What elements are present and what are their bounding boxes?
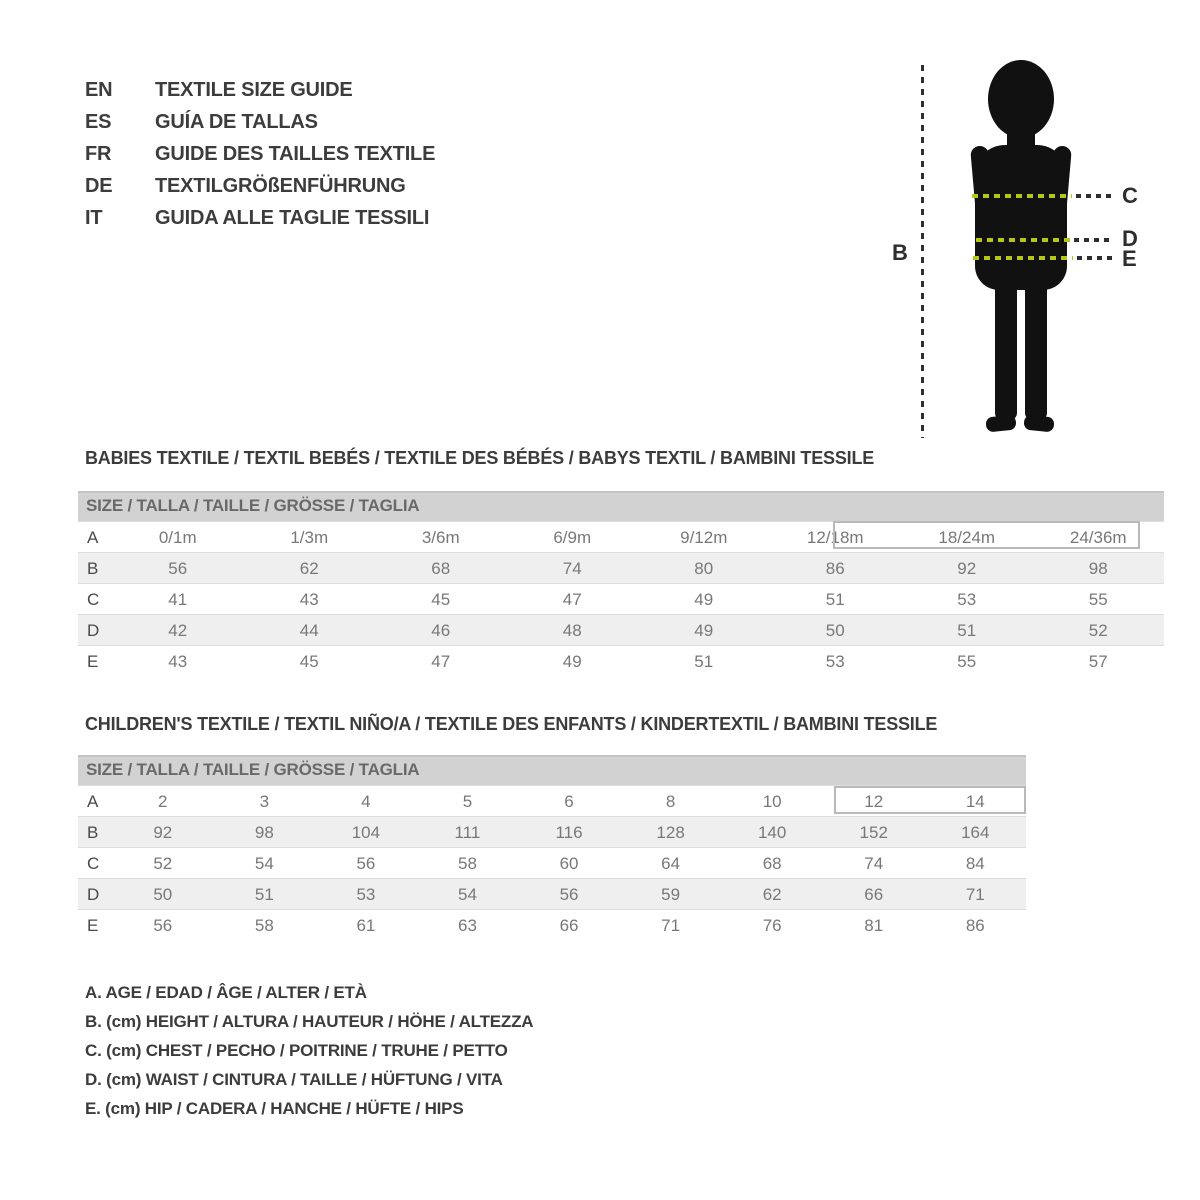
size-value-cell: 50: [825, 621, 845, 640]
lang-row-fr: [85, 144, 435, 165]
size-value-cell: 111: [454, 823, 481, 842]
size-table-row-b: [78, 552, 1164, 583]
lang-code: FR: [85, 143, 112, 165]
size-value-cell: 54: [254, 854, 274, 873]
guide-title-it: GUIDA ALLE TAGLIE TESSILI: [155, 207, 430, 229]
size-table-row-e: [78, 645, 1164, 676]
size-value-cell: 71: [661, 916, 681, 935]
babies-section-title: BABIES TEXTILE / TEXTIL BEBÉS / TEXTILE DES BÉBÉS / BABYS TEXTIL / BAMBINI TESSILE: [85, 448, 875, 468]
size-value-cell: 86: [825, 559, 845, 578]
height-dashed-line: [921, 65, 924, 438]
size-value-cell: 1/3m: [290, 528, 329, 547]
size-value-cell: 68: [762, 854, 782, 873]
size-value-cell: 56: [559, 885, 579, 904]
size-table-row-c: [78, 847, 1026, 878]
size-value-cell: 4: [361, 792, 371, 811]
language-title-list: [85, 80, 435, 240]
babies-selection-outline: [833, 521, 1140, 549]
row-label: D: [87, 621, 100, 640]
legend-hip: E. (cm) HIP / CADERA / HANCHE / HÜFTE / HIPS: [85, 1099, 464, 1118]
size-value-cell: 56: [356, 854, 376, 873]
size-value-cell: 46: [431, 621, 451, 640]
silhouette-foot-left: [985, 414, 1016, 432]
size-table-header: SIZE / TALLA / TAILLE / GRÖSSE / TAGLIA: [78, 491, 1164, 521]
size-value-cell: 116: [555, 823, 583, 842]
babies-size-table: [78, 491, 1164, 676]
size-value-cell: 68: [431, 559, 451, 578]
size-value-cell: 55: [957, 652, 977, 671]
size-value-cell: 3: [259, 792, 270, 811]
size-value-cell: 49: [694, 621, 714, 640]
size-value-cell: 6/9m: [553, 528, 592, 547]
size-value-cell: 45: [431, 590, 451, 609]
child-silhouette-figure: [860, 40, 1200, 460]
size-value-cell: 92: [153, 823, 173, 842]
size-value-cell: 81: [864, 916, 884, 935]
row-label: B: [87, 559, 99, 578]
lang-row-it: [85, 208, 435, 229]
size-value-cell: 74: [562, 559, 582, 578]
size-value-cell: 51: [254, 885, 274, 904]
size-value-cell: 58: [458, 854, 477, 873]
size-value-cell: 57: [1088, 652, 1108, 671]
children-size-table: [78, 755, 1026, 940]
row-label: A: [87, 528, 99, 547]
size-value-cell: 140: [757, 823, 787, 842]
size-value-cell: 49: [562, 652, 582, 671]
height-measure-label: B: [892, 240, 908, 265]
waist-dashed-line: [976, 238, 1070, 242]
size-value-cell: 98: [254, 823, 274, 842]
guide-title-en: TEXTILE SIZE GUIDE: [155, 79, 353, 101]
size-table-row-b: [78, 816, 1026, 847]
hip-leader-line: [1077, 256, 1114, 260]
size-value-cell: 6: [564, 792, 574, 811]
size-value-cell: 59: [661, 885, 681, 904]
size-value-cell: 0/1m: [158, 528, 197, 547]
size-value-cell: 104: [351, 823, 381, 842]
lang-row-es: [85, 112, 435, 133]
size-value-cell: 58: [254, 916, 274, 935]
size-value-cell: 56: [153, 916, 173, 935]
size-table-header: SIZE / TALLA / TAILLE / GRÖSSE / TAGLIA: [78, 755, 1026, 785]
size-value-cell: 9/12m: [680, 528, 728, 547]
size-value-cell: 92: [957, 559, 977, 578]
size-value-cell: 64: [661, 854, 681, 873]
children-section-title: CHILDREN'S TEXTILE / TEXTIL NIÑO/A / TEXTILE DES ENFANTS / KINDERTEXTIL / BAMBINI TESSILE: [85, 714, 938, 734]
size-value-cell: 43: [299, 590, 319, 609]
size-value-cell: 18/24m: [938, 528, 996, 547]
lang-code: ES: [85, 111, 112, 133]
size-value-cell: 53: [825, 652, 845, 671]
size-value-cell: 52: [153, 854, 173, 873]
row-label: E: [87, 652, 99, 671]
size-value-cell: 56: [168, 559, 188, 578]
size-value-cell: 76: [762, 916, 782, 935]
size-value-cell: 66: [559, 916, 579, 935]
size-value-cell: 98: [1088, 559, 1108, 578]
waist-leader-line: [1074, 238, 1114, 242]
silhouette-foot-right: [1023, 414, 1054, 432]
legend-age: A. AGE / EDAD / ÂGE / ALTER / ETÀ: [85, 983, 367, 1002]
size-value-cell: 54: [458, 885, 477, 904]
children-selection-outline: [834, 786, 1026, 814]
size-value-cell: 74: [864, 854, 884, 873]
size-value-cell: 60: [559, 854, 579, 873]
size-value-cell: 41: [168, 590, 188, 609]
chest-measure-label: C: [1122, 183, 1138, 208]
size-value-cell: 47: [562, 590, 582, 609]
size-table-row-e: [78, 909, 1026, 940]
size-value-cell: 48: [562, 621, 582, 640]
legend-chest: C. (cm) CHEST / PECHO / POITRINE / TRUHE / PETTO: [85, 1041, 508, 1060]
size-value-cell: 43: [168, 652, 188, 671]
size-value-cell: 62: [299, 559, 319, 578]
size-value-cell: 53: [356, 885, 376, 904]
guide-title-fr: GUIDE DES TAILLES TEXTILE: [155, 143, 436, 165]
size-value-cell: 80: [694, 559, 714, 578]
hip-dashed-line: [973, 256, 1073, 260]
row-label: C: [87, 590, 100, 609]
row-label: B: [87, 823, 99, 842]
chest-leader-line: [1076, 194, 1114, 198]
size-value-cell: 47: [431, 652, 451, 671]
size-value-cell: 12/18m: [806, 528, 864, 547]
size-value-cell: 5: [462, 792, 473, 811]
row-label: E: [87, 916, 99, 935]
size-value-cell: 66: [864, 885, 884, 904]
size-value-cell: 86: [965, 916, 985, 935]
size-value-cell: 49: [694, 590, 714, 609]
size-value-cell: 12: [864, 792, 884, 811]
size-value-cell: 84: [965, 854, 985, 873]
lang-code: EN: [85, 79, 113, 101]
size-value-cell: 8: [665, 792, 676, 811]
size-value-cell: 45: [299, 652, 319, 671]
size-value-cell: 152: [859, 823, 888, 842]
size-table-row-d: [78, 878, 1026, 909]
measurement-legend: [85, 978, 533, 1123]
lang-row-de: [85, 176, 435, 197]
size-value-cell: 42: [168, 621, 188, 640]
silhouette-leg-left: [995, 278, 1017, 420]
size-value-cell: 52: [1088, 621, 1108, 640]
size-value-cell: 55: [1088, 590, 1108, 609]
size-value-cell: 24/36m: [1069, 528, 1127, 547]
row-label: D: [87, 885, 100, 904]
size-value-cell: 62: [762, 885, 782, 904]
waist-measure-label: D: [1122, 226, 1138, 251]
size-value-cell: 3/6m: [421, 528, 460, 547]
guide-title-de: TEXTILGRÖßENFÜHRUNG: [155, 175, 406, 197]
lang-code: DE: [85, 175, 113, 197]
size-table-row-c: [78, 583, 1164, 614]
size-value-cell: 63: [458, 916, 477, 935]
size-value-cell: 14: [965, 792, 985, 811]
silhouette-leg-right: [1025, 278, 1047, 420]
size-value-cell: 44: [299, 621, 319, 640]
size-value-cell: 51: [825, 590, 845, 609]
legend-height: B. (cm) HEIGHT / ALTURA / HAUTEUR / HÖHE / ALTEZZA: [85, 1012, 534, 1031]
size-value-cell: 71: [965, 885, 985, 904]
row-label: C: [87, 854, 100, 873]
lang-row-en: [85, 80, 435, 101]
size-value-cell: 128: [656, 823, 685, 842]
row-label: A: [87, 792, 99, 811]
guide-title-es: GUÍA DE TALLAS: [155, 111, 318, 133]
legend-waist: D. (cm) WAIST / CINTURA / TAILLE / HÜFTUNG / VITA: [85, 1070, 503, 1089]
size-value-cell: 51: [957, 621, 977, 640]
hip-measure-label: E: [1122, 246, 1137, 271]
size-value-cell: 2: [158, 792, 168, 811]
size-value-cell: 50: [153, 885, 173, 904]
size-value-cell: 164: [961, 823, 990, 842]
size-table-row-d: [78, 614, 1164, 645]
size-value-cell: 53: [957, 590, 977, 609]
size-value-cell: 10: [762, 792, 782, 811]
chest-dashed-line: [972, 194, 1072, 198]
size-value-cell: 61: [356, 916, 376, 935]
size-value-cell: 51: [694, 652, 714, 671]
lang-code: IT: [85, 207, 103, 229]
